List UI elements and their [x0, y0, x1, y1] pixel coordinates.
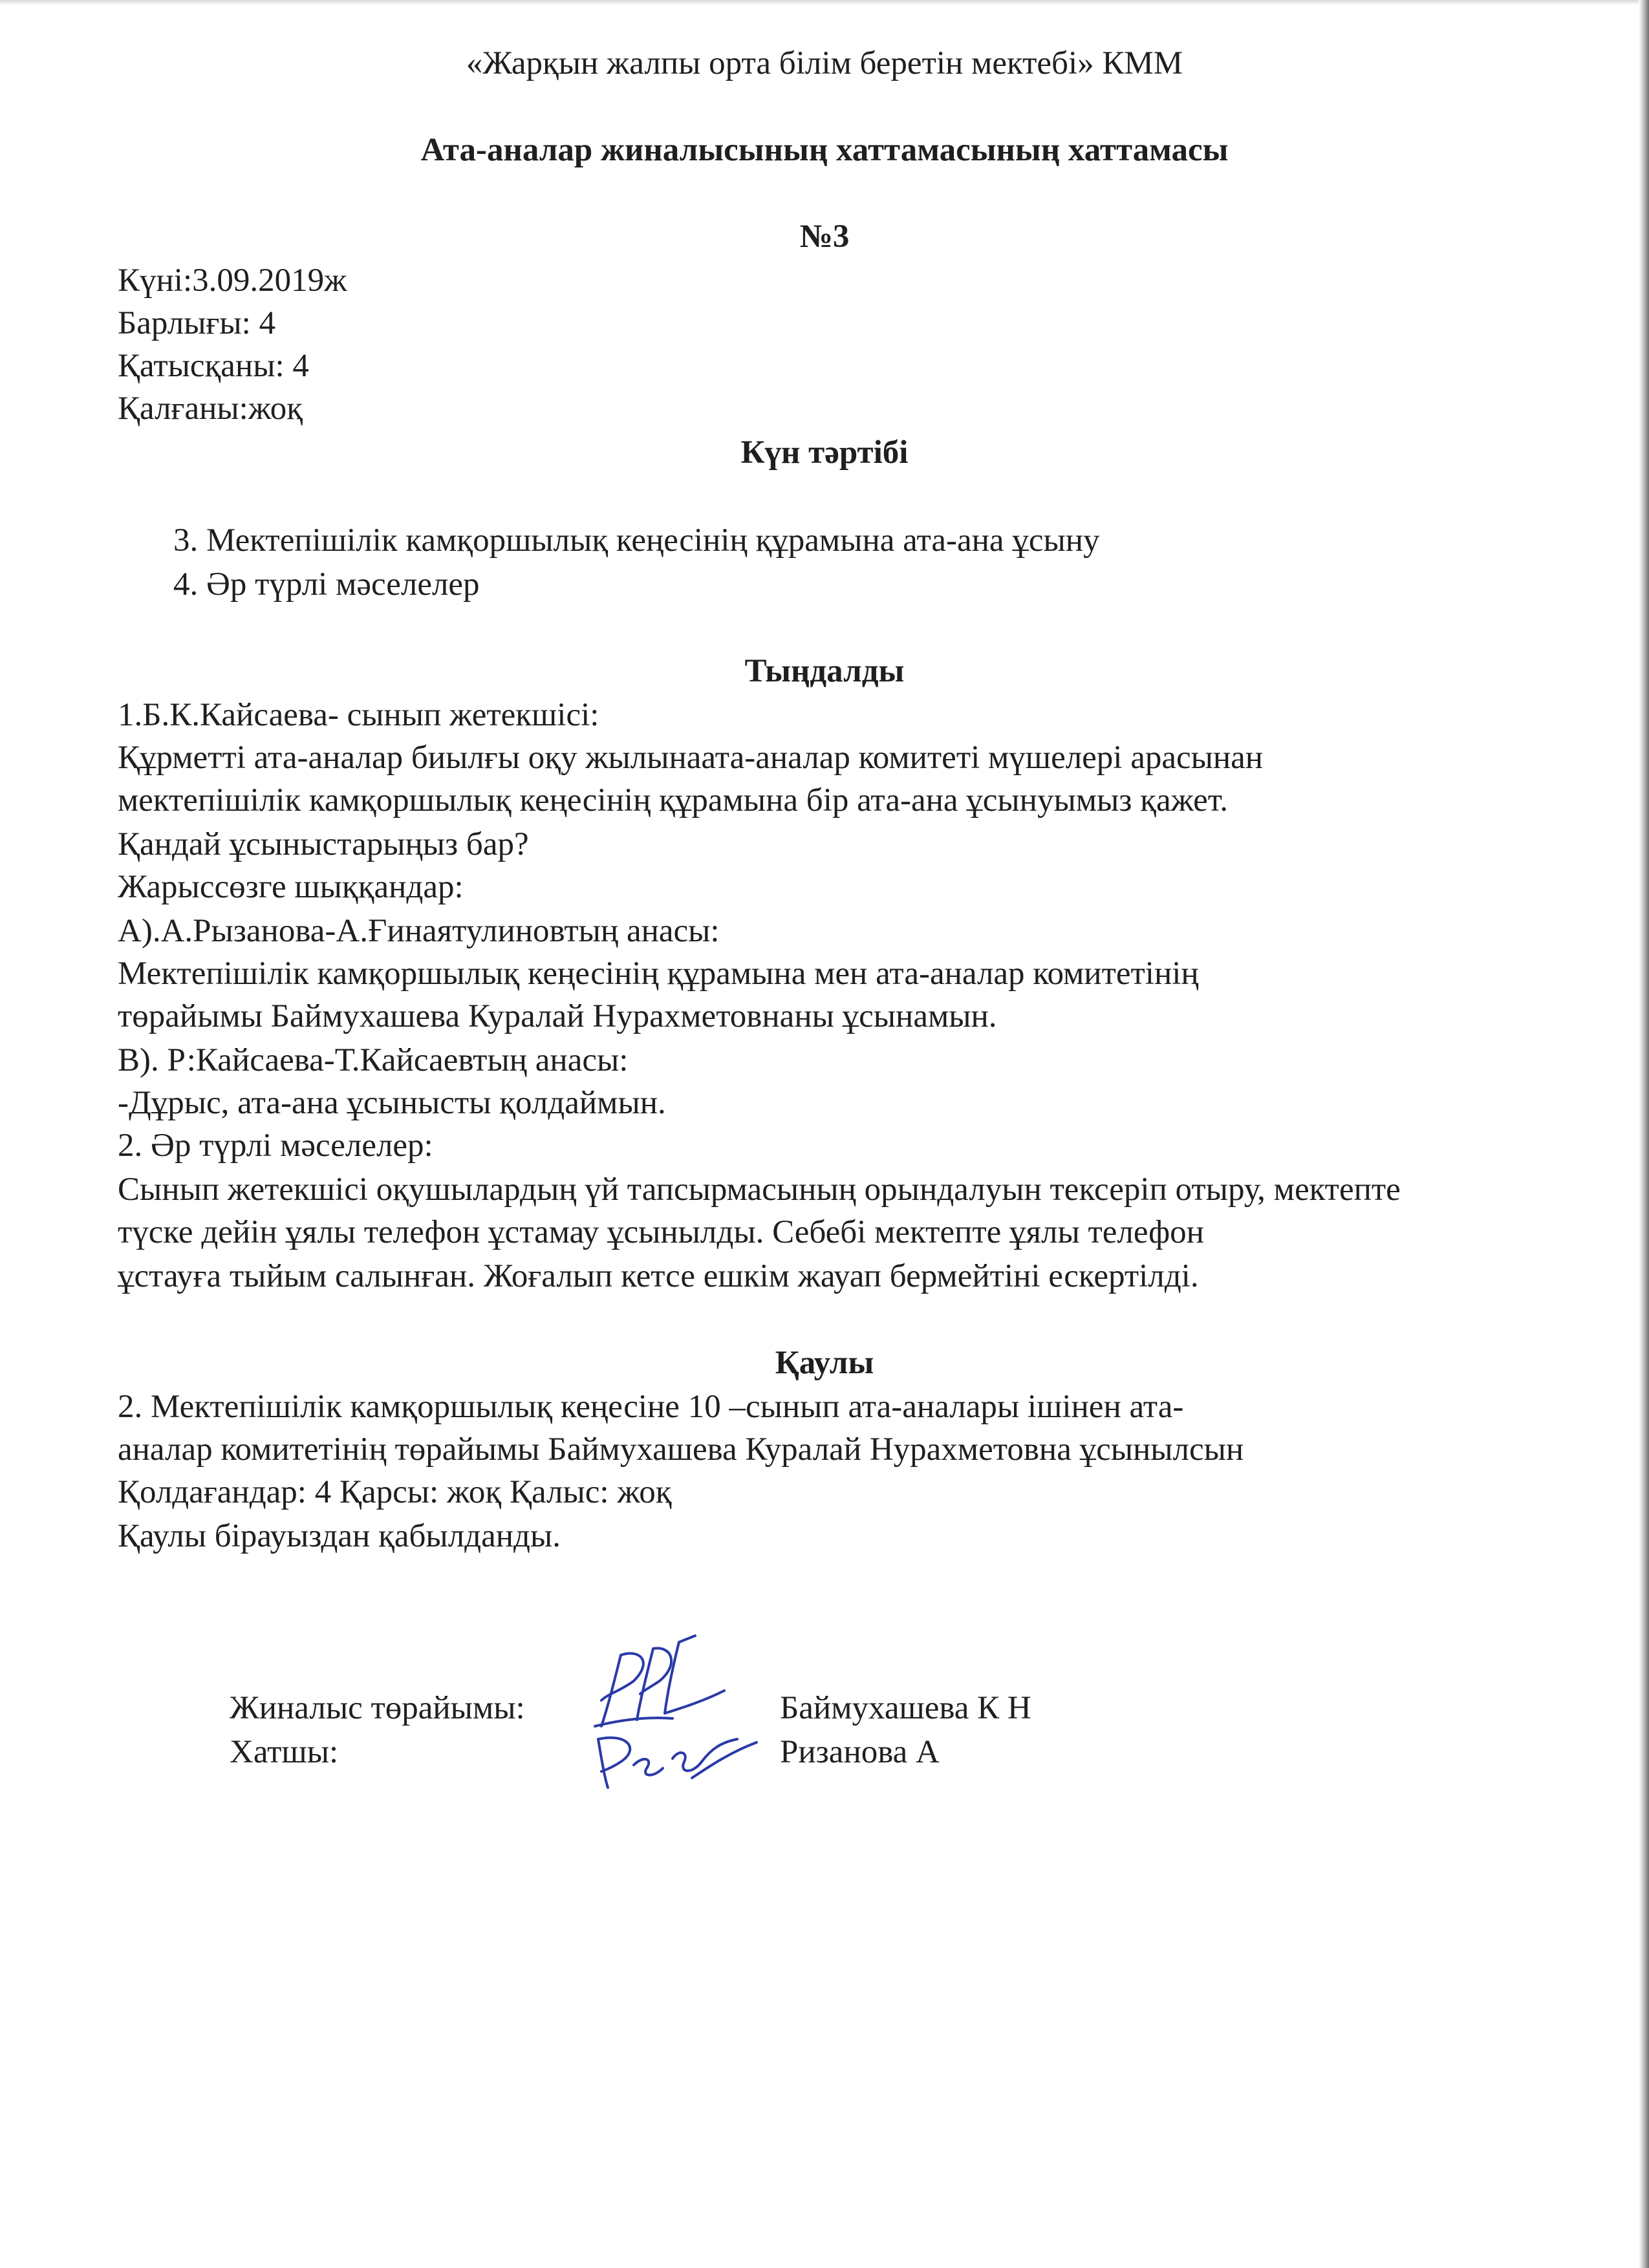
decision-line: аналар комитетінің төрайымы Баймухашева Куралай Нурахметовна ұсынылсын	[118, 1431, 1244, 1468]
school-name: «Жарқын жалпы орта білім беретін мектебі» КММ	[466, 45, 1183, 81]
heard-line: Жарыссөзге шыққандар:	[118, 869, 464, 905]
agenda-heading: Күн тәртібі	[740, 434, 909, 471]
heard-line: ұстауға тыйым салынған. Жоғалып кетсе ешкім жауап бермейтіні ескертілді.	[118, 1258, 1199, 1294]
heard-line: А).А.Рызанова-А.Ғинаятулиновтың анасы:	[118, 913, 720, 949]
heard-line: мектепішілік камқоршылық кеңесінің құрамына бір ата-ана ұсынуымыз қажет.	[118, 782, 1228, 818]
chair-label: Жиналыс төрайымы:	[230, 1690, 525, 1726]
heard-line: Құрметті ата-аналар биылғы оқу жылынаата-аналар комитеті мүшелері арасынан	[118, 740, 1264, 776]
heard-line: 1.Б.К.Кайсаева- сынып жетекшісі:	[118, 697, 599, 733]
scan-top-edge	[0, 0, 1649, 5]
document-title: Ата-аналар жиналысының хаттамасының хаттамасы	[420, 132, 1229, 168]
scan-right-edge	[1639, 0, 1649, 2268]
attended-count: Қатысқаны: 4	[118, 348, 309, 384]
heard-line: Қандай ұсыныстарыңыз бар?	[118, 826, 529, 862]
agenda-item: 3. Мектепішілік камқоршылық кеңесінің құрамына ата-ана ұсыну	[173, 522, 1100, 559]
heard-line: Мектепішілік камқоршылық кеңесінің құрамына мен ата-аналар комитетінің	[118, 956, 1199, 992]
agenda-item: 4. Әр түрлі мәселелер	[173, 566, 480, 603]
chair-name: Баймухашева К Н	[780, 1690, 1031, 1726]
handwritten-signature	[582, 1629, 776, 1797]
absent-count: Қалғаны:жоқ	[118, 390, 303, 427]
heard-line: Сынып жетекшісі оқушылардың үй тапсырмасының орындалуын тексеріп отыру, мектепте	[118, 1171, 1401, 1208]
decision-heading: Қаулы	[775, 1345, 874, 1381]
heard-line: түске дейін ұялы телефон ұстамау ұсынылды. Себебі мектепте ұялы телефон	[118, 1214, 1204, 1250]
secretary-label: Хатшы:	[230, 1734, 339, 1770]
heard-line: -Дұрыс, ата-ана ұсынысты қолдаймын.	[118, 1085, 666, 1121]
secretary-name: Ризанова А	[780, 1734, 940, 1770]
total-count: Барлығы: 4	[118, 305, 276, 341]
heard-line: В). Р:Кайсаева-Т.Кайсаевтың анасы:	[118, 1042, 629, 1078]
heard-heading: Тыңдалды	[744, 653, 905, 689]
heard-line: төрайымы Баймухашева Куралай Нурахметовнаны ұсынамын.	[118, 998, 997, 1034]
heard-line: 2. Әр түрлі мәселелер:	[118, 1128, 433, 1164]
meeting-date: Күні:3.09.2019ж	[118, 262, 347, 299]
protocol-number: №3	[799, 219, 850, 255]
decision-line: Қаулы бірауыздан қабылданды.	[118, 1518, 561, 1554]
decision-line: 2. Мектепішілік камқоршылық кеңесіне 10 –сынып ата-аналары ішінен ата-	[118, 1389, 1184, 1425]
decision-line: Қолдағандар: 4 Қарсы: жоқ Қалыс: жоқ	[118, 1474, 672, 1510]
